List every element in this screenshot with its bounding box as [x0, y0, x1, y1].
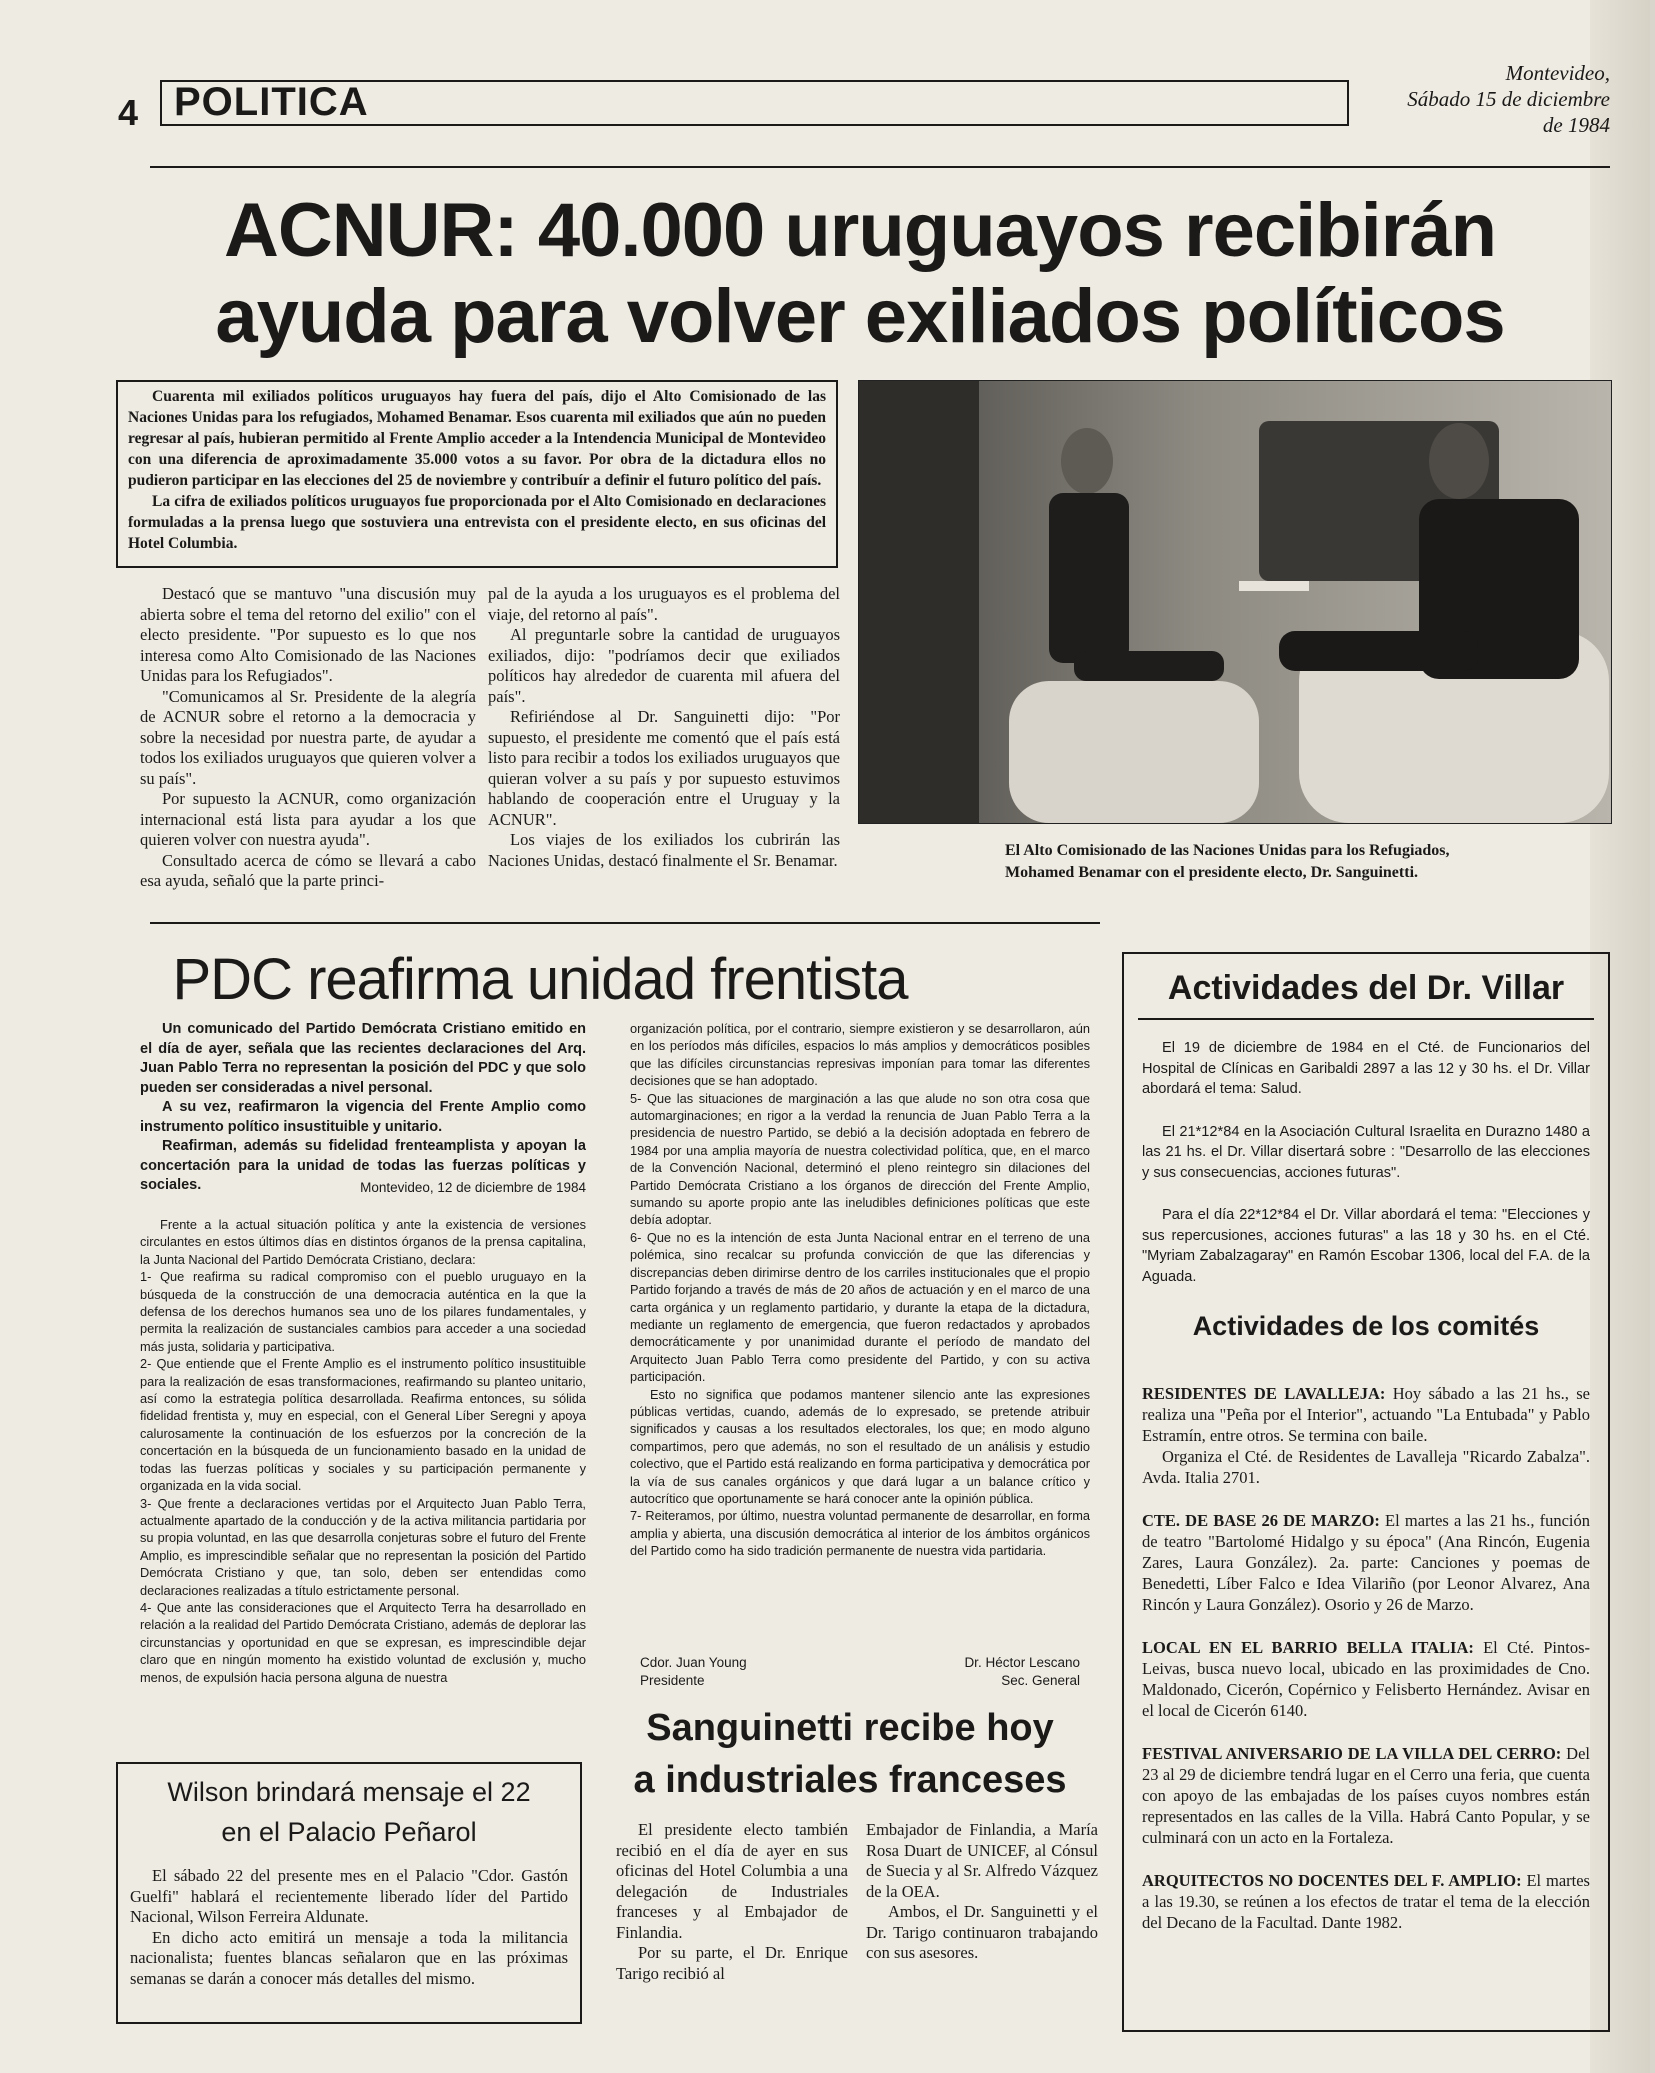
sanguinetti-column-1	[616, 1820, 848, 1984]
section-rule	[150, 922, 1100, 924]
acnur-headline	[150, 188, 1570, 360]
signature-name: Cdor. Juan Young	[640, 1655, 747, 1670]
activities-box	[1122, 952, 1610, 2032]
wilson-title-line2: en el Palacio Peñarol	[221, 1817, 477, 1847]
sanguinetti-title-line1: Sanguinetti recibe hoy	[646, 1707, 1054, 1749]
acnur-col1-paragraph: Consultado acerca de cómo se llevará a cabo esa ayuda, señaló que la parte princi-	[140, 850, 476, 890]
wilson-title-line1: Wilson brindará mensaje el 22	[167, 1777, 531, 1807]
pdc-col1-paragraph: 2- Que entiende que el Frente Amplio es el instrumento político insustituible para la realización de esas transformaciones, reafirmando su planteo unitario, así como la estrategia política desarrollada. Reafirma entonces, su sólida fidelidad frentista y, muy en especial, con el General Líber Seregni y apoya calurosamente la continuación de los esfuerzos por la concreción de la concertación en la búsqueda de un funcionamiento basado en la unidad de todas las fuerzas políticas y sociales y su participación permanente y organizada en la vida social.	[140, 1356, 586, 1494]
acnur-column-1	[140, 584, 476, 892]
pdc-column-2	[630, 1020, 1090, 1560]
pdc-dateline: Montevideo, 12 de diciembre de 1984	[360, 1180, 586, 1195]
comite-item	[1142, 1637, 1590, 1721]
pdc-intro-paragraph: Reafirman, además su fidelidad frenteamplista y apoyan la concertación para la unidad de todas las fuerzas políticas y sociales.	[140, 1138, 586, 1193]
sanguinetti-paragraph: El presidente electo también recibió en el día de ayer en sus oficinas del Hotel Columbia a una delegación de Industriales franceses y al Embajador de Finlandia.	[616, 1820, 848, 1942]
acnur-col2-paragraph: Refiriéndose al Dr. Sanguinetti dijo: "Por supuesto, el presidente me comentó que el país está listo para recibir a todos los exiliados uruguayos que quieran volver a su país y por supuesto estuvimos hablando de cooperación entre el Uruguay y la ACNUR".	[488, 707, 840, 829]
acnur-photo-image	[859, 381, 1611, 823]
sanguinetti-title	[610, 1702, 1090, 1806]
wilson-body	[130, 1866, 568, 1989]
pdc-col2-paragraph: 7- Reiteramos, por último, nuestra voluntad permanente de desarrollar, en forma amplia y abierta, una discusión democrática al interior de los ámbitos orgánicos del Partido como ha sido tradición permanente de nuestra vida partidaria.	[630, 1508, 1090, 1559]
pdc-intro-paragraph: A su vez, reafirmaron la vigencia del Frente Amplio como instrumento político insustituible y unitario.	[140, 1099, 586, 1135]
pdc-col2-paragraph: 6- Que no es la intención de esta Junta Nacional entrar en el terreno de una polémica, sino recalcar su profunda convicción de que las diferencias y discrepancias deben dirimirse dentro de los carriles institucionales que el propio Partido forjando a través de más de 20 años de actuación y en el marco de una carta orgánica y un reglamento partidario, y durante la etapa de la dictadura, mediante un reglamento de emergencia, que fueron redactados y aprobados democráticamente y por unanimidad durante el período de mandato del Arquitecto Juan Pablo Terra como presidente del Partido, y con su activa participación.	[630, 1229, 1090, 1385]
comites-title: Actividades de los comités	[1192, 1311, 1540, 1341]
wilson-title	[130, 1772, 568, 1852]
date-line-day: Sábado 15 de diciembre	[1407, 87, 1610, 111]
acnur-photo	[858, 380, 1612, 824]
comite-item-head: RESIDENTES DE LAVALLEJA:	[1142, 1384, 1386, 1403]
pdc-col2-paragraph: organización política, por el contrario, siempre existieron y se desarrollaron, aún en los períodos más difíciles, espacios lo más amplios y democráticos posibles que las difíciles circunstancias represivas imponían para tomar las diferentes decisiones que se han adoptado.	[630, 1021, 1090, 1089]
pdc-intro	[140, 1020, 586, 1196]
photo-caption: El Alto Comisionado de las Naciones Unidas para los Refugiados, Mohamed Benamar con el presidente electo, Dr. Sanguinetti.	[1005, 842, 1450, 881]
sanguinetti-paragraph: Ambos, el Dr. Sanguinetti y el Dr. Tarigo continuaron trabajando con sus asesores.	[866, 1902, 1098, 1962]
page-number: 4	[118, 92, 139, 133]
pdc-signature-left	[640, 1654, 747, 1690]
comite-item-extra: Organiza el Cté. de Residentes de Lavalleja "Ricardo Zabalza". Avda. Italia 2701.	[1142, 1447, 1590, 1487]
pdc-column-1	[140, 1216, 586, 1686]
date-line	[1360, 60, 1610, 138]
pdc-signatures	[640, 1654, 1080, 1690]
pdc-col1-paragraph: 1- Que reafirma su radical compromiso con el pueblo uruguayo en la búsqueda de la construcción de una democracia auténtica en la que la defensa de los derechos humanos sea uno de los pilares fundamentales, y permita la realización de sustanciales cambios para acceder a una sociedad más justa, solidaria y participativa.	[140, 1269, 586, 1354]
sanguinetti-paragraph: Por su parte, el Dr. Enrique Tarigo recibió al	[616, 1943, 848, 1983]
wilson-paragraph: El sábado 22 del presente mes en el Palacio "Cdor. Gastón Guelfi" hablará el recientemente liberado líder del Partido Nacional, Wilson Ferreira Aldunate.	[130, 1866, 568, 1926]
acnur-lead-box	[116, 380, 838, 568]
acnur-lead-p1: Cuarenta mil exiliados políticos uruguayos hay fuera del país, dijo el Alto Comisionado de las Naciones Unidas para los refugiados, Mohamed Benamar. Esos cuarenta mil exiliados que aún no pueden regresar al país, hubieran permitido al Frente Amplio acceder a la Intendencia Municipal de Montevideo con una diferencia de aproximadamente 35.000 votos a su favor. Por obra de la dictadura ellos no pudieron participar en las elecciones del 25 de noviembre y contribuír a definir el futuro político del país.	[128, 388, 826, 489]
comite-item-head: FESTIVAL ANIVERSARIO DE LA VILLA DEL CERRO:	[1142, 1744, 1562, 1763]
acnur-col1-paragraph: Por supuesto la ACNUR, como organización internacional está lista para ayudar a los que quieren volver con nuestra ayuda".	[140, 789, 476, 849]
pdc-col1-paragraph: 4- Que ante las consideraciones que el Arquitecto Terra ha desarrollado en relación a la realidad del Partido Demócrata Cristiano, además de deplorar las circunstancias y oportunidad en que se expresan, es imprescindible dejar claro que en ningún momento ha existido voluntad de exclusión y, mucho menos, de expulsión hacia persona alguna de nuestra	[140, 1599, 586, 1685]
comite-item	[1142, 1510, 1590, 1615]
comite-item-text: Del 23 al 29 de diciembre tendrá lugar en el Cerro una feria, que cuenta con apoyo de las embajadas de los países cuyos nombres están representados en las calles de la Villa. Habrá Canto Popular, y se culminará con un acto en la Fortaleza.	[1142, 1744, 1590, 1847]
date-line-city: Montevideo,	[1505, 61, 1610, 85]
sanguinetti-paragraph: Embajador de Finlandia, a María Rosa Duart de UNICEF, al Cónsul de Suecia y al Sr. Alfredo Vázquez de la OEA.	[866, 1820, 1098, 1901]
comite-item	[1142, 1743, 1590, 1848]
villar-title: Actividades del Dr. Villar	[1167, 969, 1565, 1007]
signature-role: Presidente	[640, 1673, 705, 1688]
acnur-col2-paragraph: pal de la ayuda a los uruguayos es el problema del viaje, del retorno al país".	[488, 584, 840, 624]
pdc-col1-paragraph: 3- Que frente a declaraciones vertidas por el Arquitecto Juan Pablo Terra, actualmente apartado de la conducción y de la activa militancia partidaria por su propia voluntad, en las que desarrolla conjeturas sobre el futuro del Frente Amplio, es imprescindible señalar que no representan la posición del Partido Demócrata Cristiano y que, tan solo, deben ser entendidas como declaraciones realizadas a título estrictamente personal.	[140, 1495, 586, 1598]
comite-item-head: ARQUITECTOS NO DOCENTES DEL F. AMPLIO:	[1142, 1871, 1522, 1890]
acnur-col1-paragraph: Destacó que se mantuvo "una discusión muy abierta sobre el tema del retorno del exilio" con el electo presidente. "Por supuesto es lo que nos interesa como Alto Comisionado de las Naciones Unidas para los Refugiados".	[140, 584, 476, 685]
comite-item-head: LOCAL EN EL BARRIO BELLA ITALIA:	[1142, 1638, 1474, 1657]
signature-role: Sec. General	[1001, 1673, 1080, 1688]
villar-item: Para el día 22*12*84 el Dr. Villar abordará el tema: "Elecciones y sus repercusiones, acciones futuras" a las 18 y 30 hs. en el Cté. "Myriam Zabalzagaray" en Ramón Escobar 1306, local del F.A. de la Aguada.	[1142, 1207, 1590, 1285]
sanguinetti-column-2	[866, 1820, 1098, 1964]
pdc-col2-paragraph: 5- Que las situaciones de marginación a las que alude no son otra cosa que automarginaciones; en rigor a la verdad la renuncia de Juan Pablo Terra a la presidencia de nuestro Partido, se debió a la decisión adoptada en febrero de 1984 por una amplia mayoría de nuestra colectividad política, que, en el marco de la Convención Nacional, determinó el pleno reintegro sin dilaciones del Partido Demócrata Cristiano a los órganos de dirección del Frente Amplio, sumando su aporte propio ante las ineludibles definiciones políticas que este debía adoptar.	[630, 1090, 1090, 1228]
masthead-rule	[150, 166, 1610, 168]
acnur-col1-paragraph: "Comunicamos al Sr. Presidente de la alegría de ACNUR sobre el retorno a la democracia y sobre la necesidad por nuestra parte, de ayudar a todos los exiliados uruguayos que quieren volver a su país".	[140, 686, 476, 788]
pdc-intro-paragraph: Un comunicado del Partido Demócrata Cristiano emitido en el día de ayer, señala que las recientes declaraciones del Arq. Juan Pablo Terra no representan la posición del PDC y que solo pueden ser consideradas a nivel personal.	[140, 1021, 586, 1096]
comites-items	[1142, 1383, 1590, 1933]
villar-rule	[1138, 1018, 1594, 1020]
pdc-title: PDC reafirma unidad frentista	[172, 947, 908, 1012]
villar-items	[1142, 1038, 1590, 1287]
wilson-box	[116, 1762, 582, 2024]
acnur-headline-line1: ACNUR: 40.000 uruguayos recibirán	[223, 188, 1497, 273]
acnur-col2-paragraph: Los viajes de los exiliados los cubrirán las Naciones Unidas, destacó finalmente el Sr. Benamar.	[488, 830, 840, 870]
comite-item-text: Hoy sábado a las 21 hs., se realiza una "Peña por el Interior", actuando "La Entubada" y Pablo Estramín, entre otros. Se termina con baile.	[1142, 1384, 1590, 1445]
signature-name: Dr. Héctor Lescano	[964, 1655, 1080, 1670]
section-title: POLITICA	[174, 80, 369, 124]
comite-item	[1142, 1383, 1590, 1488]
date-line-year: de 1984	[1542, 113, 1610, 137]
comite-item-text: El Cté. Pintos-Leivas, busca nuevo local, ubicado en las proximidades de Cno. Maldonado, Cicerón, Copérnico y Felisberto Hernández. Avisar en el local de Cicerón 6140.	[1142, 1638, 1590, 1720]
pdc-col1-paragraph: Frente a la actual situación política y ante la existencia de versiones circulantes en estos últimos días en distintos órganos de la prensa capitalina, la Junta Nacional del Partido Demócrata Cristiano, declara:	[140, 1217, 586, 1267]
pdc-col2-paragraph: Esto no significa que podamos mantener silencio ante las expresiones públicas vertidas, cuando, además de lo expresado, se pretende atribuir significados y causas a los resultados electorales, los que; en modo alguno compartimos, pero que además, no son el resultado de un análisis y estudio colectivo, que el Partido está realizando en forma participativa y democrática por la vía de sus canales orgánicos y que dará lugar a un balance crítico y autocrítico que oportunamente se hará conocer ante la opinión pública.	[630, 1386, 1090, 1506]
comite-item-text: El martes a las 21 hs., función de teatro "Bartolomé Hidalgo y su época" (Ana Rincón, Eugenia Zares, Laura González). 2a. parte: Canciones y poemas de Benedetti, Líber Falco e Idea Vilariño (por Leonor Alvarez, Ana Rincón y Laura González). Osorio y 26 de Marzo.	[1142, 1511, 1590, 1614]
villar-item: El 21*12*84 en la Asociación Cultural Israelita en Durazno 1480 a las 21 hs. el Dr. Villar disertará sobre : "Desarrollo de las elecciones y sus consecuencias, acciones futuras".	[1142, 1123, 1590, 1181]
acnur-lead-p2: La cifra de exiliados políticos uruguayos fue proporcionada por el Alto Comisionado en declaraciones formuladas a la prensa luego que sostuviera una entrevista con el presidente electo, en sus oficinas del Hotel Columbia.	[128, 493, 826, 552]
comite-item-text: El martes a las 19.30, se reúnen a los efectos de tratar el tema de la elección del Decano de la Facultad. Dante 1982.	[1142, 1871, 1590, 1932]
wilson-paragraph: En dicho acto emitirá un mensaje a toda la militancia nacionalista; fuentes blancas señalaron que en las próximas semanas se darán a conocer más detalles del mismo.	[130, 1927, 568, 1988]
villar-item: El 19 de diciembre de 1984 en el Cté. de Funcionarios del Hospital de Clínicas en Garibaldi 2897 a las 12 y 30 hs. el Dr. Villar abordará el tema: Salud.	[1142, 1040, 1590, 1097]
sanguinetti-title-line2: a industriales franceses	[633, 1759, 1067, 1801]
acnur-col2-paragraph: Al preguntarle sobre la cantidad de uruguayos exiliados, dijo: "podríamos decir que exiliados políticos hay alrededor de cuarenta mil afuera del país".	[488, 625, 840, 706]
comite-item-head: CTE. DE BASE 26 DE MARZO:	[1142, 1511, 1380, 1530]
acnur-headline-line2: ayuda para volver exiliados políticos	[215, 274, 1505, 359]
comite-item	[1142, 1870, 1590, 1933]
acnur-column-2	[488, 584, 840, 871]
pdc-signature-right	[964, 1654, 1080, 1690]
